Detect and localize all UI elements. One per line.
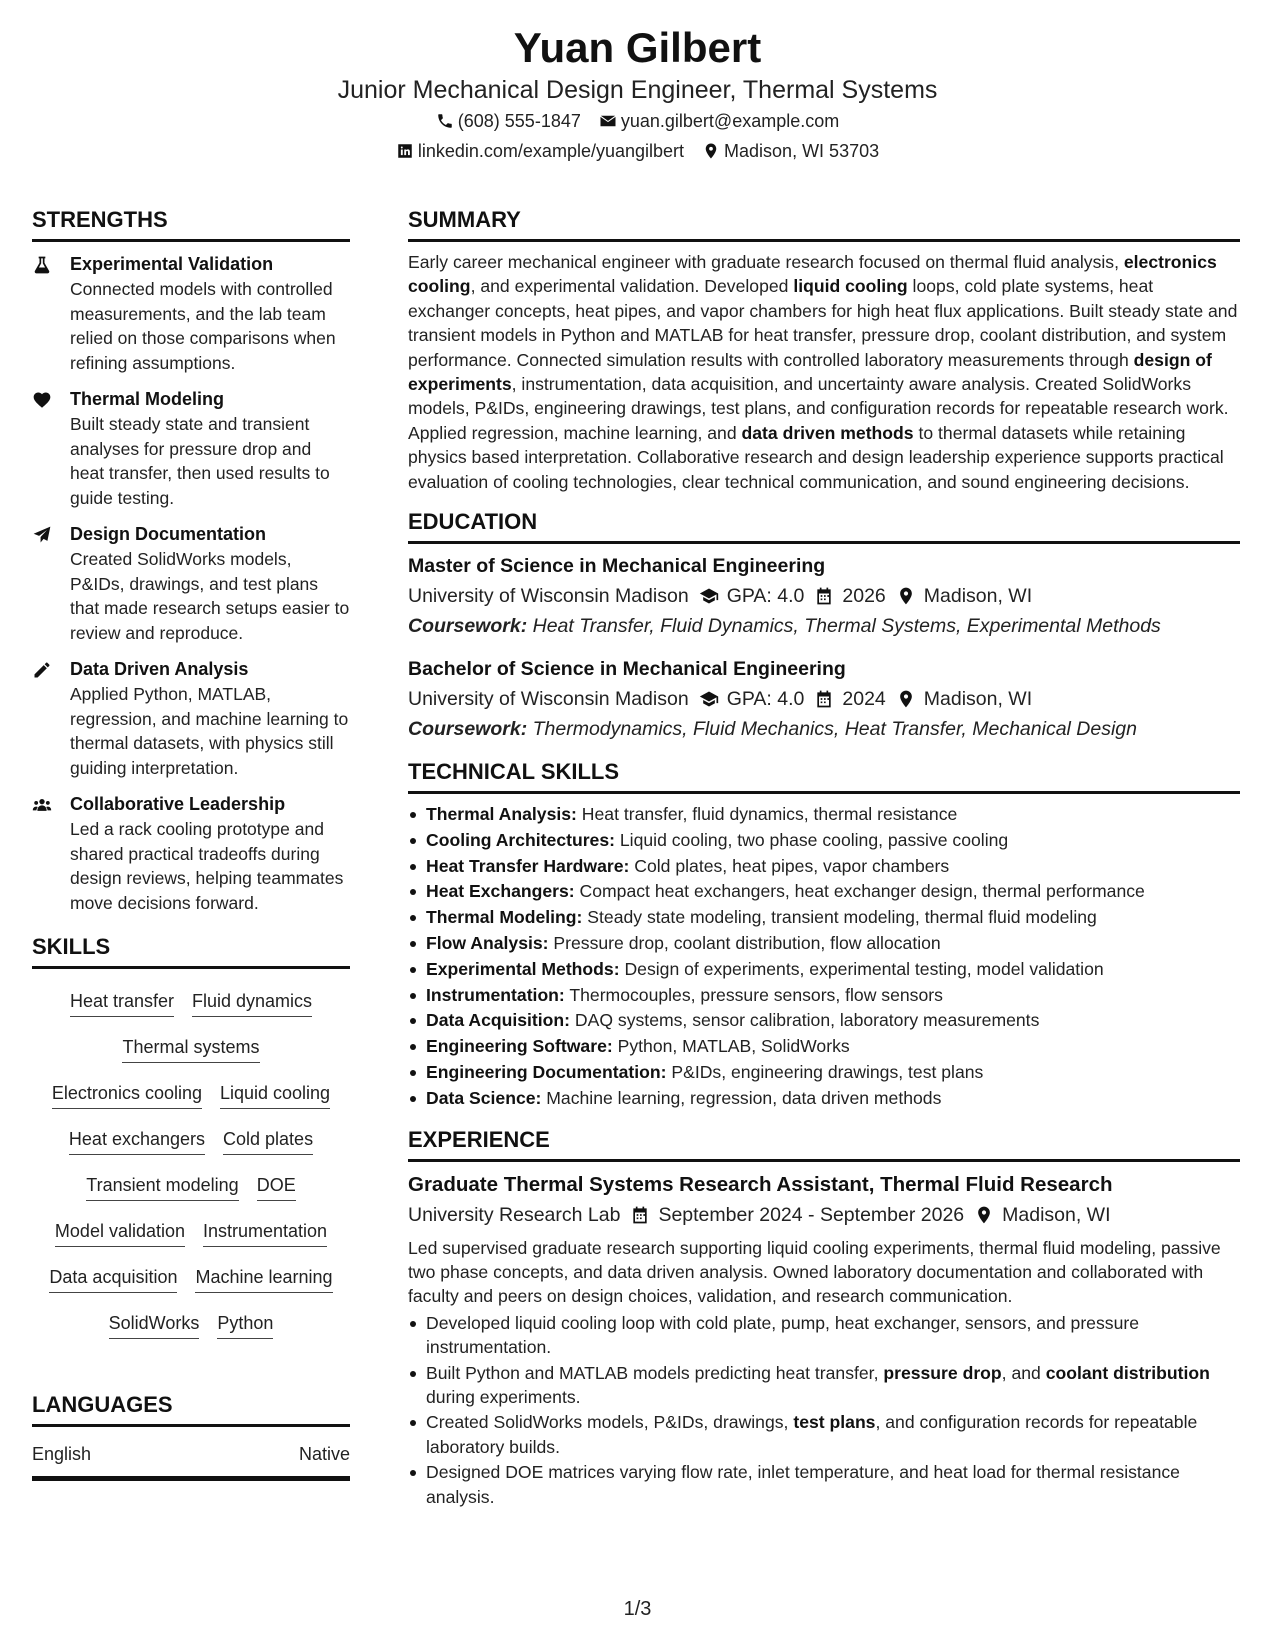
list-item: Engineering Documentation: P&IDs, engineering drawings, test plans [408, 1060, 1240, 1086]
strengths-list [32, 252, 350, 915]
language-row [32, 1427, 350, 1481]
job-location: Madison, WI [1002, 1203, 1111, 1226]
strength-desc: Connected models with controlled measurements, and the lab team relied on those comparisons when refining assumptions. [70, 279, 336, 373]
list-item: Instrumentation: Thermocouples, pressure sensors, flow sensors [408, 983, 1240, 1009]
skill-tag: DOE [257, 1169, 296, 1201]
candidate-name: Yuan Gilbert [513, 24, 762, 71]
strength-item [32, 657, 350, 780]
email-text[interactable]: yuan.gilbert@example.com [620, 111, 840, 131]
list-item: Heat Exchangers: Compact heat exchangers, heat exchanger design, thermal performance [408, 879, 1240, 905]
calendar-icon [630, 1205, 650, 1225]
candidate-title: Junior Mechanical Design Engineer, Thermal Systems [337, 76, 938, 104]
skill-tag: Instrumentation [203, 1215, 327, 1247]
pencil-icon [32, 660, 52, 680]
gpa-text: GPA: 4.0 [726, 585, 805, 608]
map-marker-icon [896, 689, 916, 709]
strength-desc: Built steady state and transient analyses for pressure drop and heat transfer, then used results to guide testing. [70, 414, 330, 508]
coursework: Coursework: Heat Transfer, Fluid Dynamics, Thermal Systems, Experimental Methods [408, 615, 1161, 638]
languages-heading: LANGUAGES [32, 1391, 350, 1427]
strength-item [32, 522, 350, 645]
job-meta [408, 1200, 1240, 1230]
location-contact [702, 136, 879, 166]
contact-row-2 [0, 136, 1275, 166]
list-item: Data Science: Machine learning, regression, data driven methods [408, 1086, 1240, 1112]
map-marker-icon [702, 142, 720, 160]
map-marker-icon [974, 1205, 994, 1225]
language-name: English [32, 1444, 92, 1464]
paper-plane-icon [32, 525, 52, 545]
school-name: University of Wisconsin Madison [408, 688, 689, 711]
email-contact[interactable] [599, 106, 839, 136]
skill-tag: Electronics cooling [52, 1077, 202, 1109]
skills-heading: SKILLS [32, 933, 350, 969]
strength-title: Thermal Modeling [70, 389, 225, 409]
phone-text: (608) 555-1847 [457, 111, 581, 131]
coursework: Coursework: Thermodynamics, Fluid Mechanics, Heat Transfer, Mechanical Design [408, 718, 1138, 741]
education-heading: EDUCATION [408, 508, 1240, 544]
envelope-icon [599, 112, 617, 130]
list-item: Developed liquid cooling loop with cold plate, pump, heat exchanger, sensors, and pressure instrumentation. [408, 1311, 1240, 1360]
job-bullets [408, 1311, 1240, 1509]
education-entry [408, 552, 1240, 641]
school-name: University of Wisconsin Madison [408, 585, 689, 608]
strength-title: Collaborative Leadership [70, 794, 286, 814]
calendar-icon [814, 586, 834, 606]
experience-entry [408, 1170, 1240, 1509]
skill-tag: Thermal systems [122, 1031, 259, 1063]
strength-desc: Applied Python, MATLAB, regression, and machine learning to thermal datasets, with physics still guiding interpretation. [70, 684, 349, 778]
list-item: Experimental Methods: Design of experiments, experimental testing, model validation [408, 957, 1240, 983]
summary-text: Early career mechanical engineer with graduate research focused on thermal fluid analysis, electronics cooling, and experimental validation. Developed liquid cooling loops, cold plate systems, heat exchanger concepts, heat pipes, and vapor chambers for high heat flux applications. Built steady state and transient models in Python and MATLAB for heat transfer, pressure drop, coolant distribution, and system performance. Connected simulation results with controlled laboratory measurements through design of experiments, instrumentation, data acquisition, and uncertainty aware analysis. Created SolidWorks models, P&IDs, engineering drawings, test plans, and configuration records for repeatable research work. Applied regression, machine learning, and data driven methods to thermal datasets while retaining physics based interpretation. Collaborative research and design leadership experience supports practical evaluation of cooling technologies, clear technical communication, and sound engineering decisions. [408, 252, 1238, 492]
education-entry [408, 655, 1240, 744]
left-column [32, 206, 350, 1481]
heart-icon [32, 390, 52, 410]
users-icon [32, 795, 52, 815]
skill-tag: Model validation [55, 1215, 185, 1247]
list-item: Heat Transfer Hardware: Cold plates, heat pipes, vapor chambers [408, 854, 1240, 880]
strength-title: Experimental Validation [70, 254, 274, 274]
page-number: 1/3 [623, 1598, 652, 1620]
skill-tag: Cold plates [223, 1123, 313, 1155]
job-title: Graduate Thermal Systems Research Assistant, Thermal Fluid Research [408, 1172, 1113, 1196]
skill-tag: Transient modeling [86, 1169, 238, 1201]
education-meta [408, 581, 1240, 611]
strength-title: Design Documentation [70, 524, 267, 544]
employer-name: University Research Lab [408, 1203, 621, 1226]
linkedin-icon [396, 142, 414, 160]
list-item: Designed DOE matrices varying flow rate, inlet temperature, and heat load for thermal resistance analysis. [408, 1460, 1240, 1509]
job-dates: September 2024 - September 2026 [658, 1203, 965, 1226]
graduation-cap-icon [699, 586, 719, 606]
school-location: Madison, WI [923, 585, 1033, 608]
linkedin-contact[interactable] [396, 136, 684, 166]
list-item: Built Python and MATLAB models predicting heat transfer, pressure drop, and coolant distribution during experiments. [408, 1361, 1240, 1410]
skill-tag: Machine learning [195, 1261, 332, 1293]
strength-desc: Created SolidWorks models, P&IDs, drawings, and test plans that made research setups easier to review and reproduce. [70, 549, 350, 643]
list-item: Thermal Modeling: Steady state modeling, transient modeling, thermal fluid modeling [408, 905, 1240, 931]
phone-icon [436, 112, 454, 130]
list-item: Engineering Software: Python, MATLAB, SolidWorks [408, 1034, 1240, 1060]
skill-tag: Data acquisition [49, 1261, 177, 1293]
calendar-icon [814, 689, 834, 709]
right-column [408, 206, 1240, 1510]
degree-title: Master of Science in Mechanical Engineering [408, 555, 826, 578]
graduation-cap-icon [699, 689, 719, 709]
list-item: Thermal Analysis: Heat transfer, fluid dynamics, thermal resistance [408, 802, 1240, 828]
skill-tag: Fluid dynamics [192, 985, 312, 1017]
phone-contact [436, 106, 581, 136]
language-level: Native [298, 1444, 350, 1464]
strength-item [32, 252, 350, 375]
skill-tag: SolidWorks [109, 1307, 200, 1339]
technical-skills-list [408, 802, 1240, 1112]
summary-heading: SUMMARY [408, 206, 1240, 242]
strength-title: Data Driven Analysis [70, 659, 249, 679]
location-text: Madison, WI 53703 [724, 141, 880, 161]
strength-desc: Led a rack cooling prototype and shared practical tradeoffs during design reviews, helping teammates move decisions forward. [70, 819, 344, 913]
skill-tag: Python [217, 1307, 273, 1339]
list-item: Flow Analysis: Pressure drop, coolant distribution, flow allocation [408, 931, 1240, 957]
strength-item [32, 387, 350, 510]
technical-skills-heading: TECHNICAL SKILLS [408, 758, 1240, 794]
strength-item [32, 792, 350, 915]
job-description: Led supervised graduate research supporting liquid cooling experiments, thermal fluid modeling, passive two phase concepts, and data driven analysis. Owned laboratory documentation and collaborated with faculty and peers on design choices, validation, and research communication. [408, 1237, 1221, 1307]
skill-tag: Heat exchangers [69, 1123, 205, 1155]
skill-tag: Heat transfer [70, 985, 174, 1017]
experience-heading: EXPERIENCE [408, 1126, 1240, 1162]
skill-tag: Liquid cooling [220, 1077, 330, 1109]
map-marker-icon [896, 586, 916, 606]
gpa-text: GPA: 4.0 [726, 688, 805, 711]
list-item: Data Acquisition: DAQ systems, sensor calibration, laboratory measurements [408, 1008, 1240, 1034]
list-item: Created SolidWorks models, P&IDs, drawings, test plans, and configuration records for repeatable laboratory builds. [408, 1410, 1240, 1459]
resume-header [0, 22, 1275, 166]
education-meta [408, 684, 1240, 714]
list-item: Cooling Architectures: Liquid cooling, two phase cooling, passive cooling [408, 828, 1240, 854]
degree-title: Bachelor of Science in Mechanical Engineering [408, 658, 846, 681]
graduation-year: 2026 [842, 585, 886, 608]
skills-tag-list [32, 979, 350, 1347]
school-location: Madison, WI [923, 688, 1033, 711]
flask-icon [32, 255, 52, 275]
graduation-year: 2024 [842, 688, 886, 711]
linkedin-text[interactable]: linkedin.com/example/yuangilbert [417, 141, 685, 161]
strengths-heading: STRENGTHS [32, 206, 350, 242]
contact-row-1 [0, 106, 1275, 136]
